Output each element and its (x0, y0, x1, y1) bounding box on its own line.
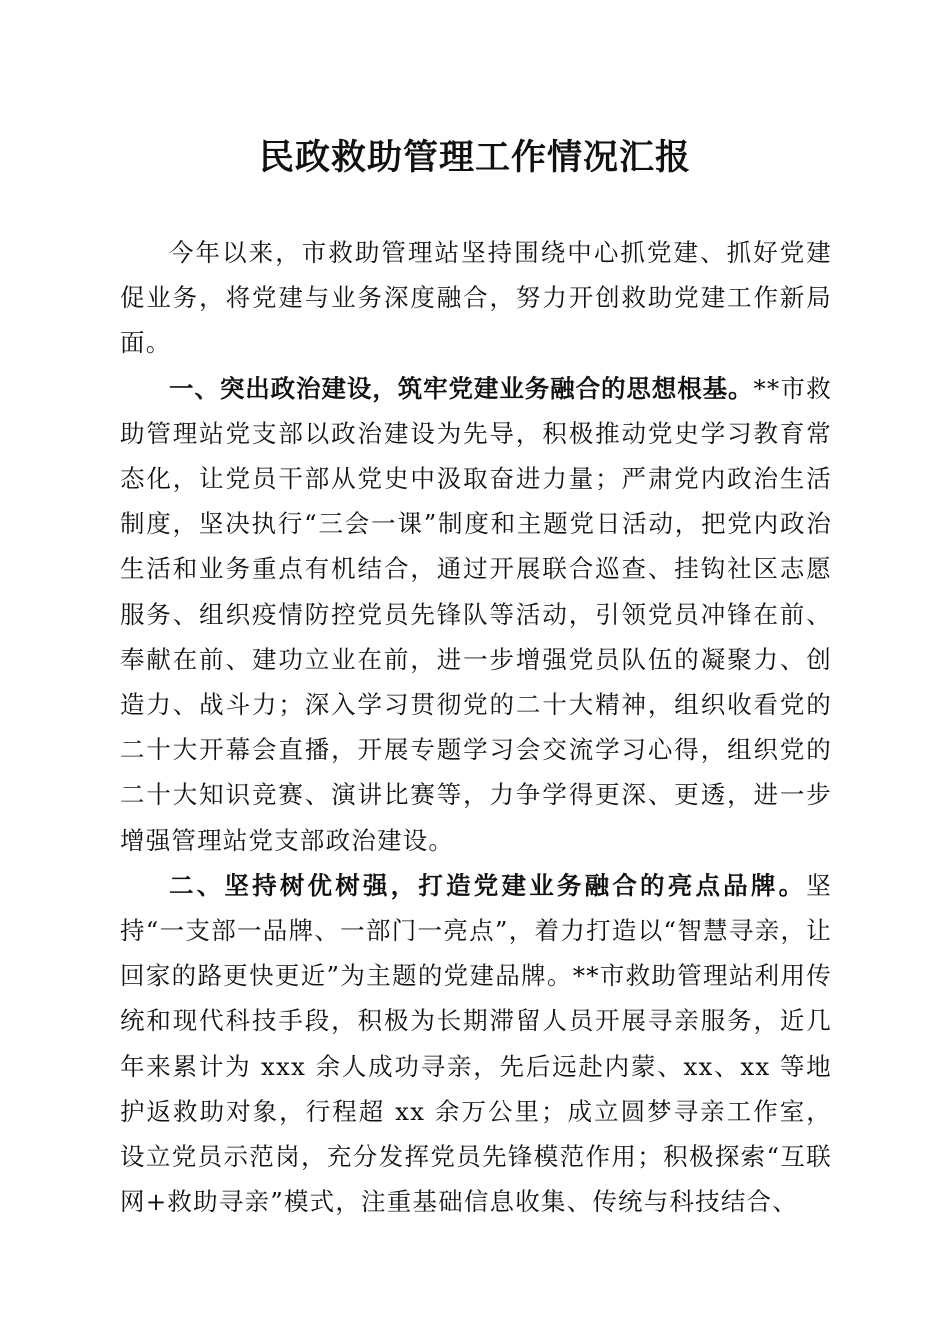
section-2-paragraph (120, 863, 832, 1225)
intro-text: 今年以来，市救助管理站坚持围绕中心抓党建、抓好党建促业务，将党建与业务深度融合，努力开创救助党建工作新局面。 (120, 238, 832, 358)
section-1-heading: 一、突出政治建设，筑牢党建业务融合的思想根基。 (169, 373, 754, 403)
section-2-heading: 二、坚持树优树强，打造党建业务融合的亮点品牌。 (169, 870, 807, 900)
intro-paragraph (120, 230, 832, 366)
document-body (120, 230, 832, 1224)
document-title: 民政救助管理工作情况汇报 (258, 137, 691, 178)
section-1-text: **市救助管理站党支部以政治建设为先导，积极推动党史学习教育常态化，让党员干部从党史中汲取奋进力量；严肃党内政治生活制度，坚决执行“三会一课”制度和主题党日活动，把党内政治生活和业务重点有机结合，通过开展联合巡查、挂钩社区志愿服务、组织疫情防控党员先锋队等活动，引领党员冲锋在前、奉献在前、建功立业在前，进一步增强党员队伍的凝聚力、创造力、战斗力；深入学习贯彻党的二十大精神，组织收看党的二十大开幕会直播，开展专题学习会交流学习心得，组织党的二十大知识竞赛、演讲比赛等，力争学得更深、更透，进一步增强管理站党支部政治建设。 (120, 373, 832, 855)
section-2-text: 坚持“一支部一品牌、一部门一亮点”，着力打造以“智慧寻亲，让回家的路更快更近”为主题的党建品牌。**市救助管理站利用传统和现代科技手段，积极为长期滞留人员开展寻亲服务，近几年来累计为 xxx 余人成功寻亲，先后远赴内蒙、xx、xx 等地护返救助对象，行程超 xx 余万公里；成立圆梦寻亲工作室，设立党员示范岗，充分发挥党员先锋模范作用；积极探索“互联网+救助寻亲”模式，注重基础信息收集、传统与科技结合、 (120, 870, 832, 1217)
section-1-paragraph (120, 366, 832, 863)
